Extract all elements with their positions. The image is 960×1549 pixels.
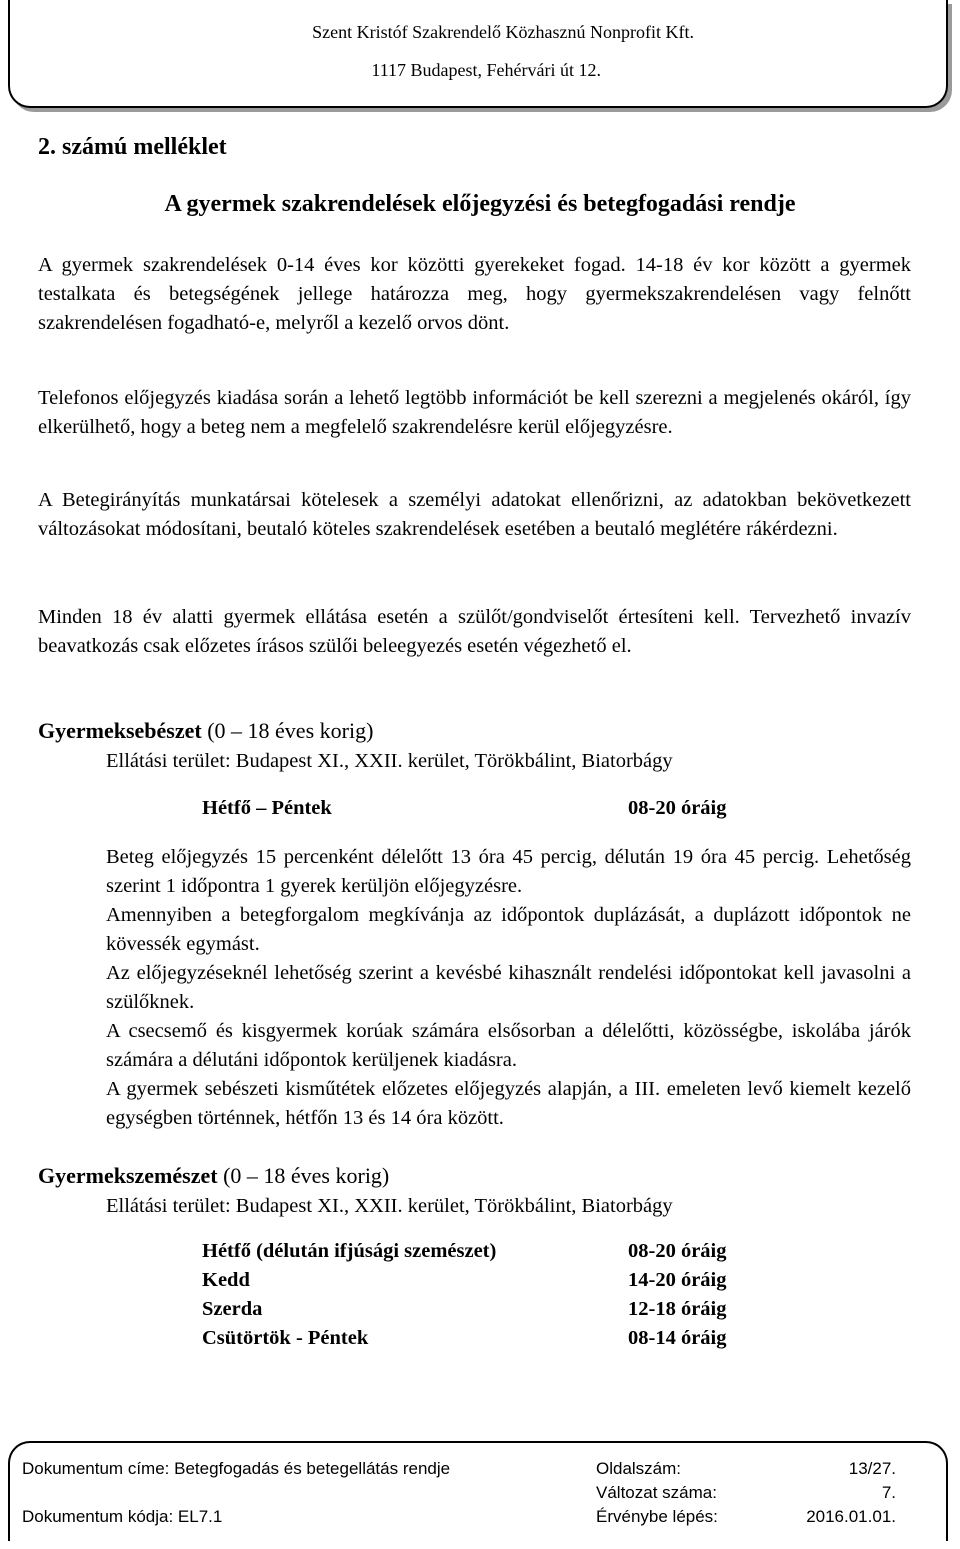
footer-doc-title: Dokumentum címe: Betegfogadás és betegellátás rendje [22, 1459, 451, 1478]
paragraph-patient-routing: A Betegirányítás munkatársai kötelesek a személyi adatokat ellenőrizni, az adatokban bekövetkezett változásokat módosítani, beutaló köteles szakrendelések esetében a beutaló meglétére rákérdezni. [38, 489, 911, 540]
annex-title: 2. számú melléklet [38, 134, 227, 160]
note-item: Az előjegyzéseknél lehetőség szerint a kevésbé kihasznált rendelési időpontokat kell javasolni a szülőknek. [106, 962, 911, 1013]
schedule-hours: 12-18 óráig [628, 1298, 727, 1320]
paragraph-parent-consent: Minden 18 év alatti gyermek ellátása esetén a szülőt/gondviselőt értesíteni kell. Tervezhető invazív beavatkozás csak előzetes írásos szülői beleegyezés esetén végezhető el. [38, 606, 911, 657]
footer-version-value: 7. [881, 1483, 896, 1502]
section-title-pediatric-surgery [38, 718, 373, 744]
schedule-hours: 08-20 óráig [628, 797, 727, 819]
section-age: (0 – 18 éves korig) [223, 1163, 390, 1188]
paragraph-phone-booking: Telefonos előjegyzés kiadása során a lehető legtöbb információt be kell szerezni a megjelenés okáról, így elkerülhető, hogy a beteg nem a megfelelő szakrendelésre kerül előjegyzésre. [38, 387, 911, 438]
schedule-hours: 08-14 óráig [628, 1327, 727, 1349]
footer-effective-label: Érvénybe lépés: [596, 1507, 718, 1526]
schedule-day: Hétfő – Péntek [202, 797, 332, 819]
note-item: A gyermek sebészeti kisműtétek előzetes előjegyzés alapján, a III. emeleten levő kiemelt kezelő egységben történnek, hétfőn 13 és 14 óra között. [106, 1078, 911, 1129]
schedule-hours: 08-20 óráig [628, 1240, 727, 1262]
schedule-day: Hétfő (délután ifjúsági szemészet) [202, 1240, 497, 1262]
service-area: Ellátási terület: Budapest XI., XXII. kerület, Törökbálint, Biatorbágy [106, 1195, 673, 1217]
schedule-hours: 14-20 óráig [628, 1269, 727, 1291]
schedule-day: Kedd [202, 1269, 250, 1291]
section-age: (0 – 18 éves korig) [207, 718, 374, 743]
footer-page-label: Oldalszám: [596, 1459, 682, 1478]
note-item: A csecsemő és kisgyermek korúak számára elsősorban a délelőtti, közösségbe, iskolába járók számára a délutáni időpontok kerüljenek kiadásra. [106, 1020, 911, 1071]
service-area: Ellátási terület: Budapest XI., XXII. kerület, Törökbálint, Biatorbágy [106, 750, 673, 772]
footer-effective-value: 2016.01.01. [806, 1507, 896, 1526]
paragraph-age-range: A gyermek szakrendelések 0-14 éves kor közötti gyerekeket fogad. 14-18 év kor között a gyermek testalkata és betegségének jellege határozza meg, hogy gyermekszakrendelésen vagy felnőtt szakrendelésen fogadható-e, melyről a kezelő orvos dönt. [38, 254, 911, 334]
header-address: 1117 Budapest, Fehérvári út 12. [371, 60, 601, 80]
note-item: Amennyiben a betegforgalom megkívánja az időpontok duplázását, a duplázott időpontok ne kövessék egymást. [106, 904, 911, 955]
page-header [8, 0, 948, 108]
surgery-notes [106, 843, 911, 1133]
section-name: Gyermeksebészet [38, 718, 202, 743]
header-organization: Szent Kristóf Szakrendelő Közhasznú Nonprofit Kft. [312, 22, 694, 42]
schedule-day: Szerda [202, 1298, 263, 1320]
footer-doc-code: Dokumentum kódja: EL7.1 [22, 1507, 223, 1526]
footer-version-label: Változat száma: [596, 1483, 717, 1502]
document-title: A gyermek szakrendelések előjegyzési és betegfogadási rendje [164, 191, 796, 217]
section-title-pediatric-ophthalmology [38, 1163, 389, 1189]
footer-page-value: 13/27. [848, 1459, 896, 1478]
section-name: Gyermekszemészet [38, 1163, 218, 1188]
schedule-day: Csütörtök - Péntek [202, 1327, 369, 1349]
note-item: Beteg előjegyzés 15 percenként délelőtt 13 óra 45 percig, délután 19 óra 45 percig. Lehetőség szerint 1 időpontra 1 gyerek kerüljön előjegyzésre. [106, 846, 911, 897]
